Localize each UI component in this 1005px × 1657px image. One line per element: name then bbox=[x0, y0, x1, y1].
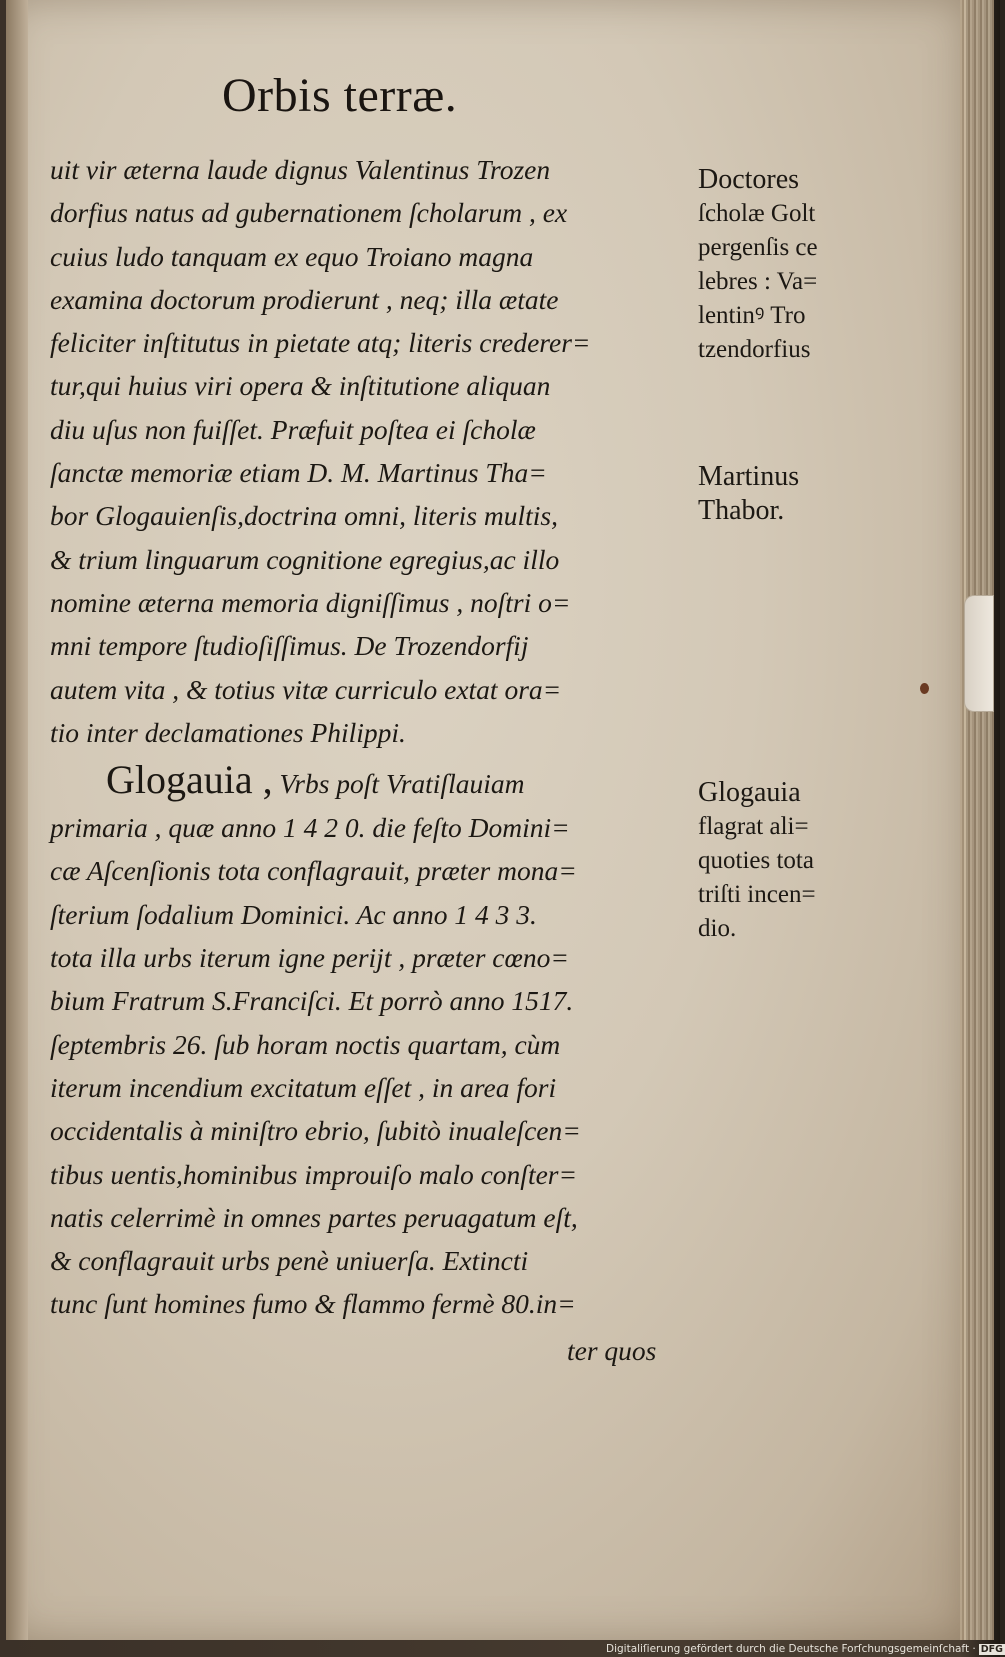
text-line: uit vir æterna laude dignus Valentinus Trozen bbox=[50, 154, 551, 185]
running-head: Orbis terræ. bbox=[222, 69, 458, 122]
margin-line: tzendorfius bbox=[698, 336, 811, 363]
page-edges bbox=[960, 0, 994, 1640]
section-keyword: Glogauia , bbox=[106, 757, 273, 803]
digitization-credit bbox=[606, 1642, 1003, 1656]
margin-line: triſti incen= bbox=[698, 881, 816, 908]
margin-line: lentinꝰ Tro bbox=[698, 302, 806, 329]
text-line: mni tempore ſtudioſiſſimus. De Trozendorfij bbox=[50, 630, 529, 662]
margin-line: Thabor. bbox=[698, 495, 785, 526]
margin-line: dio. bbox=[698, 915, 737, 942]
text-line: cæ Aſcenſionis tota conflagrauit, præter mona= bbox=[50, 855, 577, 887]
section-first-line-text: Vrbs poſt Vratiſlauiam bbox=[279, 768, 525, 800]
text-line: cuius ludo tanquam ex equo Troiano magna bbox=[50, 240, 534, 272]
margin-line: pergenſis ce bbox=[698, 234, 818, 261]
main-text-block bbox=[50, 148, 690, 1326]
margin-line: Martinus bbox=[698, 461, 800, 492]
text-line: tio inter declamationes Philippi. bbox=[50, 716, 406, 748]
catchword: ter quos bbox=[567, 1335, 657, 1366]
margin-note-glogauia bbox=[698, 776, 898, 946]
section-first-line bbox=[50, 754, 690, 806]
text-line: & conflagrauit urbs penè uniuerſa. Extincti bbox=[50, 1245, 529, 1277]
text-line: bium Fratrum S.Franciſci. Et porrò anno 1517. bbox=[50, 985, 574, 1017]
text-line: & trium linguarum cognitione egregius,ac illo bbox=[50, 543, 560, 575]
text-line: tunc ſunt homines fumo & flammo fermè 80.in= bbox=[50, 1288, 576, 1320]
text-line: tota illa urbs iterum igne perijt , præter cœno= bbox=[50, 942, 569, 974]
text-line: dorfius natus ad gubernationem ſcholarum , ex bbox=[50, 197, 568, 229]
margin-line: flagrat ali= bbox=[698, 813, 809, 840]
text-line: occidentalis à miniſtro ebrio, ſubitò inualeſcen= bbox=[50, 1115, 581, 1147]
margin-line: quoties tota bbox=[698, 847, 814, 874]
text-line: ſeptembris 26. ſub horam noctis quartam, cùm bbox=[50, 1028, 561, 1060]
text-line: bor Glogauienſis,doctrina omni, literis multis, bbox=[50, 500, 558, 532]
ink-stain bbox=[920, 683, 929, 694]
text-line: diu uſus non fuiſſet. Præfuit poſtea ei ſcholæ bbox=[50, 413, 536, 445]
text-line: tur,qui huius viri opera & inſtitutione aliquan bbox=[50, 370, 551, 402]
text-line: nomine æterna memoria digniſſimus , noſtri o= bbox=[50, 586, 571, 618]
page-clip bbox=[964, 595, 994, 712]
text-line: iterum incendium excitatum eſſet , in area fori bbox=[50, 1071, 557, 1103]
text-line: examina doctorum prodierunt , neq; illa ætate bbox=[50, 283, 559, 315]
margin-line: Glogauia bbox=[698, 777, 801, 808]
text-line: tibus uentis,hominibus improuiſo malo conſter= bbox=[50, 1158, 578, 1190]
margin-line: Doctores bbox=[698, 164, 800, 195]
text-line: ſanctæ memoriæ etiam D. M. Martinus Tha= bbox=[50, 457, 547, 489]
margin-line: ſcholæ Golt bbox=[698, 200, 816, 227]
text-line: primaria , quæ anno 1 4 2 0. die feſto Domini= bbox=[50, 812, 570, 844]
margin-note-doctores bbox=[698, 163, 898, 367]
page-gutter bbox=[6, 0, 28, 1640]
text-line: autem vita , & totius vitæ curriculo extat ora= bbox=[50, 673, 562, 705]
dfg-logo: DFG bbox=[980, 1644, 1003, 1655]
text-line: feliciter inſtitutus in pietate atq; literis crederer= bbox=[50, 327, 591, 359]
credit-text: Digitaliſierung gefördert durch die Deutsche Forſchungsgemeinſchaft · bbox=[606, 1643, 976, 1655]
margin-note-martinus bbox=[698, 460, 898, 528]
text-line: natis celerrimè in omnes partes peruagatum eſt, bbox=[50, 1201, 578, 1233]
margin-line: lebres : Va= bbox=[698, 268, 818, 295]
text-line: ſterium ſodalium Dominici. Ac anno 1 4 3 3. bbox=[50, 898, 537, 930]
